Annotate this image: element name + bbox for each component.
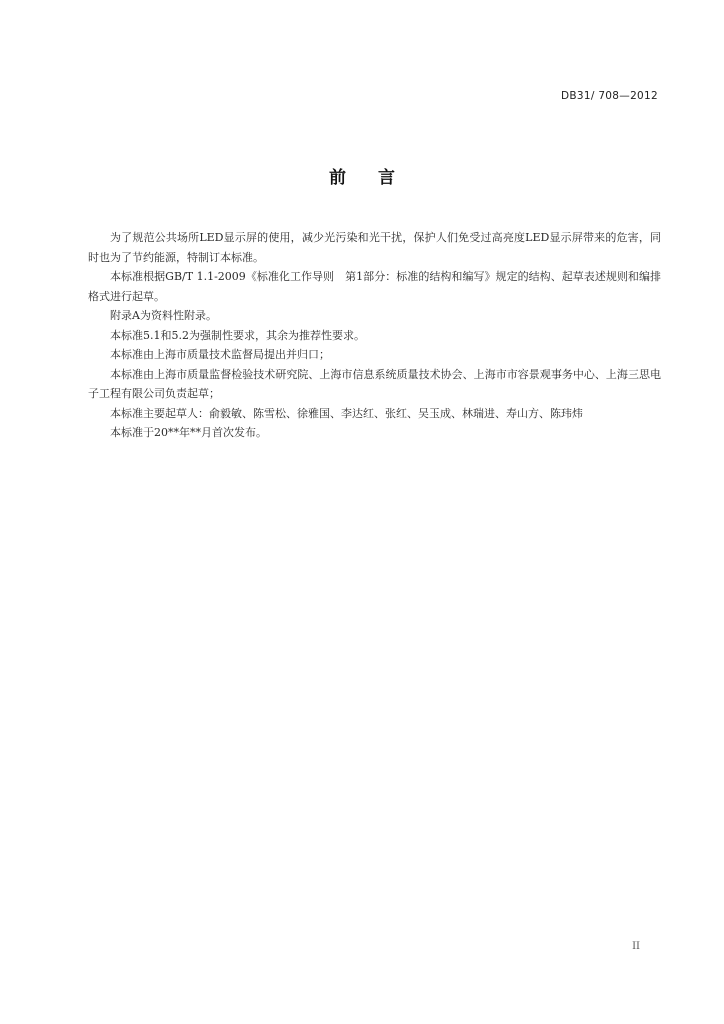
page-number: II [632,941,640,952]
title-char-1: 前 [329,168,346,188]
paragraph-drafting-units: 本标准由上海市质量监督检验技术研究院、上海市信息系统质量技术协会、上海市市容景观事务中心、上海三思电子工程有限公司负责起草； [88,367,661,400]
paragraph-purpose: 为了规范公共场所LED显示屏的使用，减少光污染和光干扰，保护人们免受过高亮度LED显示屏带来的危害，同时也为了节约能源，特制订本标准。 [88,231,661,264]
page-title [0,163,724,188]
paragraph-proposer: 本标准由上海市质量技术监督局提出并归口； [110,348,330,361]
paragraph-appendix: 附录A为资料性附录。 [110,309,217,322]
foreword-body [88,228,661,443]
paragraph-drafting-basis: 本标准根据GB/T 1.1-2009《标准化工作导则 第1部分：标准的结构和编写》规定的结构、起草表述规则和编排格式进行起草。 [88,270,661,303]
paragraph-drafters: 本标准主要起草人：俞毅敏、陈雪松、徐雅国、李达红、张红、吴玉成、林瑞进、寿山方、陈玮炜 [110,406,583,420]
paragraph-requirements: 本标准5.1和5.2为强制性要求，其余为推荐性要求。 [110,328,365,342]
document-code: DB31/ 708—2012 [561,90,658,102]
title-char-2: 言 [378,168,395,188]
paragraph-release: 本标准于20**年**月首次发布。 [110,426,267,439]
